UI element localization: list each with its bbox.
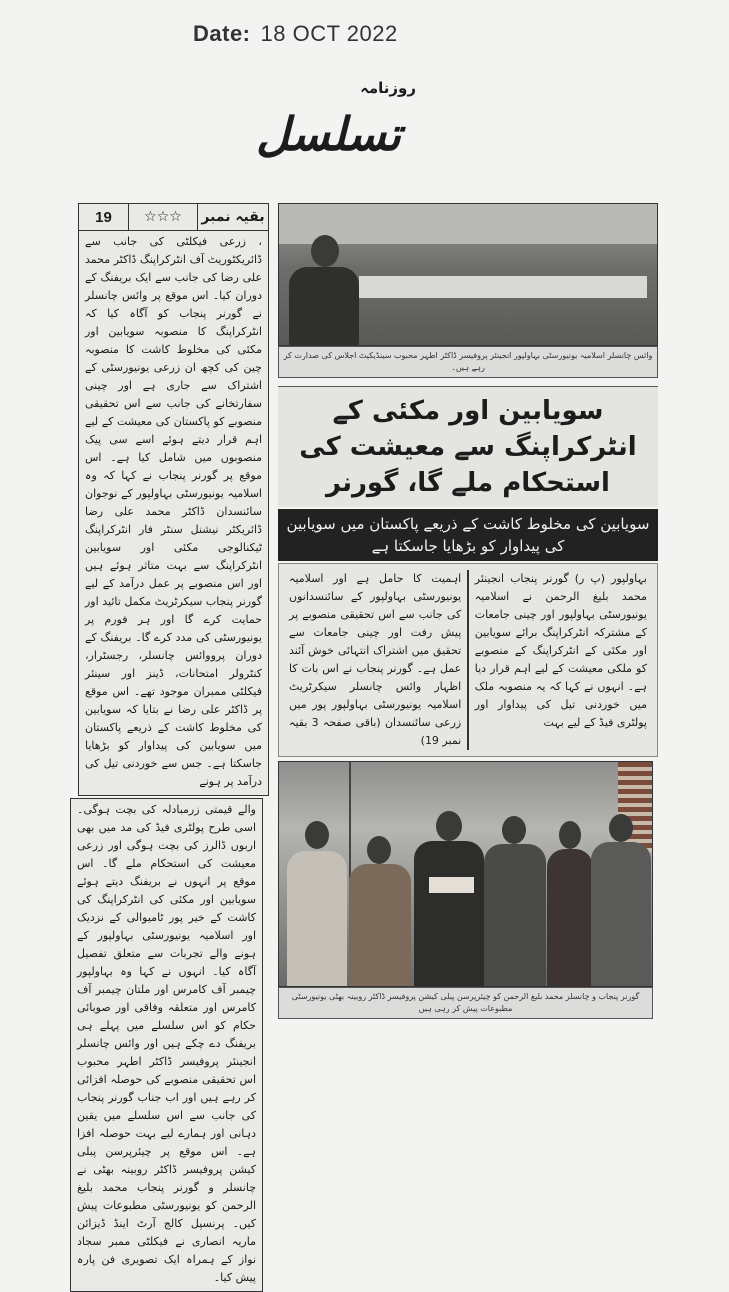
text-line: اہمیت کا حامل ہے اور اسلامیہ یونیورسٹی بہاولپور xyxy=(289,572,462,603)
text-line: دوران پرووائس چانسلر، رجسٹرار، کنٹرولر امتحانات، xyxy=(85,649,262,680)
text-line: نے گورنر پنجاب کو آگاہ کیا کہ انٹرکراپنگ کا منصوبہ xyxy=(85,307,262,338)
text-line: سویابین اور مکئی کی مخلوط کاشت کا منصوبہ چین کی xyxy=(85,325,262,374)
text-line: ڈاکٹر علی رضا نے بتایا کہ سویابین کی مخلوط کاشت xyxy=(85,703,262,734)
text-line: چانسلر و گورنر پنجاب محمد بلیغ الرحمن کو یونیورسٹی xyxy=(77,1181,257,1212)
left-column-stack xyxy=(70,203,269,1292)
presentation-photo-caption: گورنر پنجاب و چانسلر محمد بلیغ الرحمن کو چیئرپرسن پبلی کیشن پروفیسر ڈاکٹر روبینہ بھٹی یونیورسٹی مطبوعات پیش کر رہی ہیں xyxy=(278,987,653,1019)
text-line: اسلامیہ یونیورسٹی بہاولپور کے ہونے والے xyxy=(77,929,257,960)
text-line: ہے۔ اس موقع پر گورنر پنجاب نے کہا کہ وہ اسلامیہ xyxy=(85,451,262,500)
meeting-photo xyxy=(278,203,658,346)
text-line: ہیں اور اس منصوبے پر عمل درآمد کے لیے گورنر xyxy=(85,559,262,608)
text-line: انتہائی خوش آئند عمل ہے۔ گورنر پنجاب نے اس بات کا xyxy=(289,644,462,675)
text-line: بہاولپور چیمبر آف کامرس اور ملتان چیمبر آف xyxy=(77,965,256,996)
text-line: چیئرپرسن پبلی کیشن پروفیسر ڈاکٹر روبینہ بھٹی نے xyxy=(77,1145,256,1176)
masthead-name: تسلسل xyxy=(256,107,401,161)
masthead-prefix: روزنامہ xyxy=(360,79,416,97)
text-line: فورم پر یونیورسٹی کی مدد کرے گا۔ بریفنگ کے xyxy=(85,613,262,644)
text-line: حوصلہ افزائی کر رہے ہیں اور اب جناب گورنر xyxy=(77,1073,256,1104)
text-line: جاسکتا ہے۔ جس سے خوردنی تیل کی درآمد پر ہونے xyxy=(85,757,262,788)
text-line: بریفنگ دیتے ہوئے سویابین اور مکئی کی انٹرکراپنگ xyxy=(77,875,256,906)
continuation-header xyxy=(79,204,268,231)
text-line: معیشت کی استحکام ملے گا۔ اس موقع پر انہوں نے xyxy=(77,857,256,888)
continuation-number: 19 xyxy=(95,208,112,226)
date-value: 18 OCT 2022 xyxy=(260,21,398,46)
text-line: نے اسلامیہ یونیورسٹی بہاولپور اور چینی جامعات کے xyxy=(474,590,647,639)
text-line: دیتے ہوئے اسے سی پیک منصوبوں میں شامل کیا xyxy=(85,433,262,464)
column-divider xyxy=(467,570,469,750)
main-story-stack xyxy=(278,203,658,1019)
text-line: اور چینی سفارتخانے کی جانب سے اس تحقیقی xyxy=(85,379,262,410)
subheadline: سویابین کی مخلوط کاشت کے ذریعے پاکستان میں سویابین کی پیداوار کو بڑھایا جاسکتا ہے xyxy=(278,509,658,561)
text-line: پنجاب کی جانب سے اس سلسلے میں یقین دہانی اور xyxy=(77,1091,257,1140)
text-line: قرار دیا ہے۔ انہوں نے کہا کہ یہ منصوبہ ملک میں xyxy=(474,662,647,711)
text-line: پیش رفت اور چینی جامعات سے تحقیق میں اشتراک xyxy=(289,626,462,657)
text-line: بریفنگ کے دوران کیا۔ اس موقع پر وائس چانسلر xyxy=(85,271,262,302)
text-line: بہاولپور (پ ر) گورنر پنجاب انجینئر محمد بلیغ الرحمن xyxy=(474,572,647,603)
text-line: انٹرکراپنگ کے منصوبے کو ملکی معیشت کے لیے اہم xyxy=(474,644,648,675)
continuation-title: بقیہ نمبر xyxy=(197,204,268,230)
text-line: ڈینز اور سینئر فیکلٹی ممبران موجود تھے۔ اس موقع پر xyxy=(85,667,263,716)
story-body xyxy=(278,563,658,757)
text-line: یونیورسٹی بہاولپور کے نوجوان سائنسدان ڈاکٹر محمد xyxy=(85,487,262,518)
stars-decoration: ☆☆☆ xyxy=(128,204,197,230)
clipping-date xyxy=(193,20,398,48)
continuation-column-lower xyxy=(70,798,263,1292)
story-column-left xyxy=(285,570,465,750)
text-line: خوردنی تیل کی پیداوار اور پولٹری فیڈ کے لیے بہت xyxy=(474,698,647,729)
headline: سویابین اور مکئی کے انٹرکراپنگ سے معیشت کی استحکام ملے گا، گورنر xyxy=(278,386,658,507)
meeting-photo-caption: وائس چانسلر اسلامیہ یونیورسٹی بہاولپور انجینئر پروفیسر ڈاکٹر اطہر محبوب سینڈیکیٹ اجلاس کی صدارت کر رہے ہیں۔ xyxy=(278,346,658,378)
continuation-text-lower xyxy=(77,801,256,1287)
text-line: پور میں زرعی سائنسدان (باقی صفحہ 3 بقیہ نمبر 19) xyxy=(289,698,462,747)
text-line: مشترکہ انٹرکراپنگ برائے سویابین اور مکئی کے xyxy=(474,626,647,657)
text-line: ایک تصویری فن پارہ پیش کیا۔ xyxy=(77,1253,256,1284)
text-line: مطبوعات پیش کیں۔ پرنسپل کالج آرٹ اینڈ xyxy=(77,1199,256,1230)
presentation-photo xyxy=(278,761,653,987)
date-label: Date: xyxy=(193,21,251,46)
text-line: ڈیزائن ماریہ انصاری نے فیکلٹی ممبر سجاد نواز کے ہمراہ xyxy=(77,1217,257,1266)
text-line: مکئی اور سویابین انٹرکراپنگ سے بہت متاثر ہوئے xyxy=(85,541,262,572)
text-line: کامرس اور متعلقہ وفاقی اور صوبائی حکام کو اس سلسلے xyxy=(77,1001,256,1032)
text-line: انجینئر پروفیسر ڈاکٹر اطہر محبوب اس تحقیقی منصوبے کی xyxy=(77,1055,256,1086)
continuation-column xyxy=(78,203,269,796)
story-column-right xyxy=(471,570,651,750)
text-line: انٹرکراپنگ ڈاکٹر محمد علی رضا کی جانب سے ایک xyxy=(85,253,263,284)
continuation-text xyxy=(85,233,262,791)
text-line: فیڈ کی مد میں بھی اربوں ڈالرز کی بچت ہوگی اور زرعی xyxy=(77,821,256,852)
text-line: ہمارے لیے بہت حوصلہ افزا ہے۔ اس موقع پر xyxy=(77,1127,256,1158)
text-line: پنجاب سیکرٹریٹ مکمل تائید اور حمایت کرے گا اور ہر xyxy=(85,595,262,626)
text-line: کے سائنسدانوں کی جانب سے اس تحقیقی منصوبے پر xyxy=(289,590,462,621)
text-line: میں پہلے ہی بریفنگ دے چکے ہیں اور وائس چانسلر xyxy=(77,1019,256,1050)
text-line: علی رضا ڈائریکٹر نیشنل سنٹر فار انٹرکراپنگ ٹیکنالوجی xyxy=(85,505,263,554)
text-line: کے ذریعے پاکستان میں سویابین کی پیداوار کو بڑھایا xyxy=(85,721,262,752)
text-line: اظہار وائس چانسلر سیکرٹریٹ اسلامیہ یونیورسٹی بہاولپور xyxy=(289,680,462,711)
text-line: ، زرعی فیکلٹی کی جانب سے ڈائریکٹوریٹ آف xyxy=(85,235,263,266)
text-line: کی کاشت کے خیر پور ٹامیوالی کے نزدیک اور xyxy=(77,893,257,942)
text-line: منصوبے کو پاکستان کی معیشت کے لیے اہم قرار xyxy=(85,415,262,446)
text-line: تجربات سے متعلق تفصیل آگاہ کیا۔ انہوں نے کہا وہ xyxy=(77,947,256,978)
newspaper-masthead xyxy=(250,78,420,178)
text-line: والے قیمتی زرمبادلہ کی بچت ہوگی۔ اسی طرح پولٹری xyxy=(77,803,256,834)
text-line: کچھ ان زرعی یونیورسٹی کے اشتراک سے جاری ہے xyxy=(85,361,262,392)
